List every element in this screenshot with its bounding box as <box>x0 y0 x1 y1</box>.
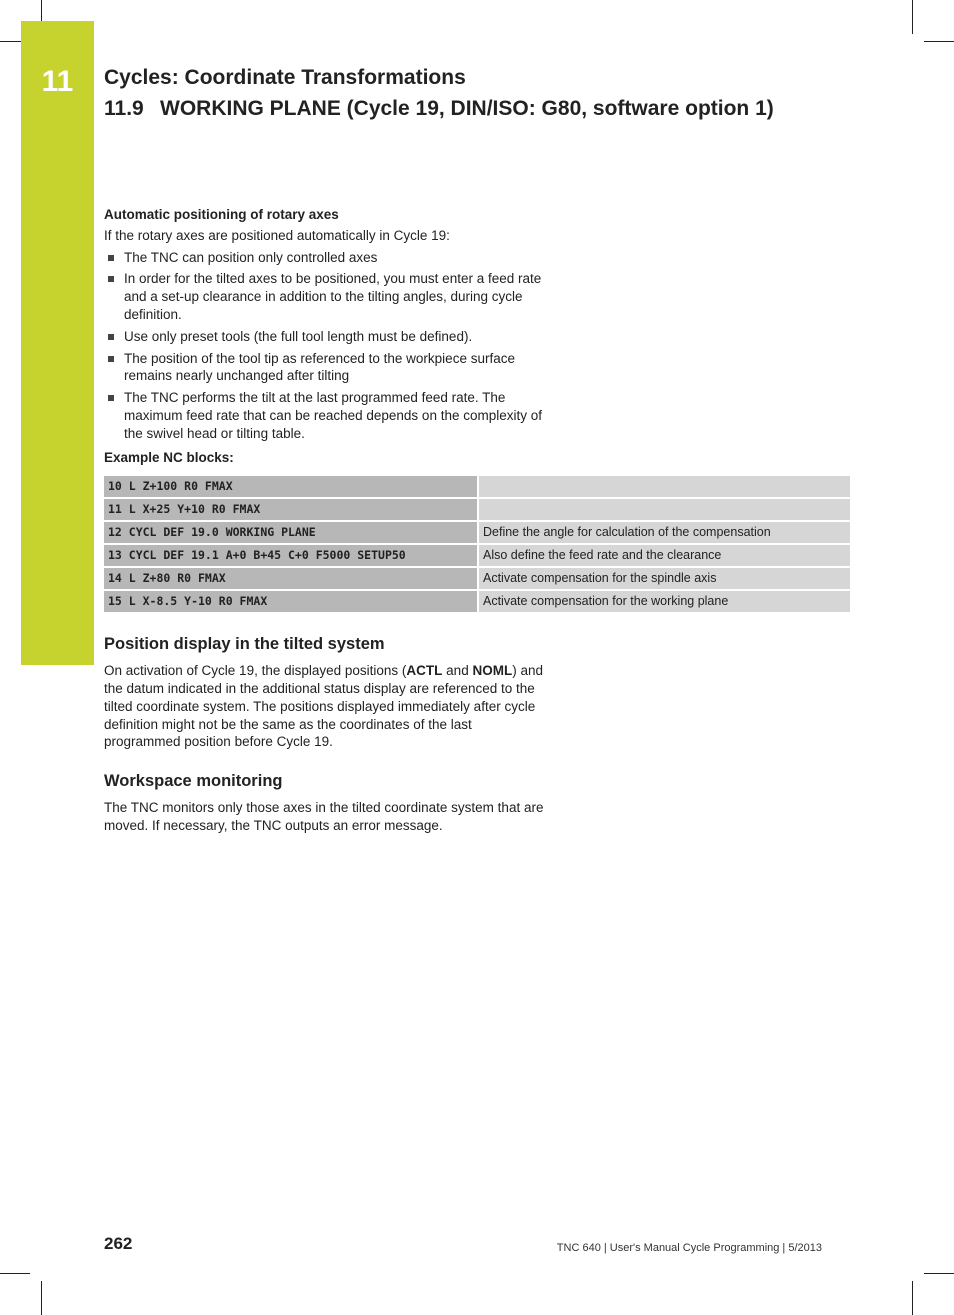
page-content <box>104 206 850 839</box>
nc-code-cell: 13 CYCL DEF 19.1 A+0 B+45 C+0 F5000 SETUP50 <box>104 545 477 566</box>
list-item-text: The position of the tool tip as referenced to the workpiece surface remains nearly unchanged after tilting <box>124 350 515 384</box>
position-display-paragraph <box>104 662 544 751</box>
intro-paragraph: If the rotary axes are positioned automatically in Cycle 19: <box>104 227 450 243</box>
crop-mark <box>912 1281 913 1315</box>
nc-code-cell: 12 CYCL DEF 19.0 WORKING PLANE <box>104 522 477 543</box>
nc-code-cell: 11 L X+25 Y+10 R0 FMAX <box>104 499 477 520</box>
table-row <box>104 476 850 497</box>
chapter-number: 11 <box>41 65 74 98</box>
nc-desc-cell <box>477 499 850 520</box>
softkey-actl: ACTL <box>406 663 443 679</box>
square-bullet-icon <box>108 255 114 261</box>
section-number: 11.9 <box>104 97 144 120</box>
heading-workspace-monitoring: Workspace monitoring <box>104 772 283 791</box>
list-item <box>104 328 544 346</box>
nc-code-cell: 15 L X-8.5 Y-10 R0 FMAX <box>104 591 477 612</box>
crop-mark <box>0 1273 30 1274</box>
crop-mark <box>924 41 954 42</box>
list-item-text: Use only preset tools (the full tool length must be defined). <box>124 328 473 344</box>
list-item-text: In order for the tilted axes to be positioned, you must enter a feed rate and a set-up clearance in addition to the tilting angles, during cycle definition. <box>124 271 542 322</box>
square-bullet-icon <box>108 276 114 282</box>
nc-desc-cell: Activate compensation for the spindle axis <box>477 568 850 589</box>
list-item <box>104 249 544 267</box>
softkey-noml: NOML <box>472 663 513 679</box>
crop-mark <box>924 1273 954 1274</box>
nc-desc-cell: Activate compensation for the working plane <box>477 591 850 612</box>
nc-code-cell: 14 L Z+80 R0 FMAX <box>104 568 477 589</box>
example-label: Example NC blocks: <box>104 449 234 465</box>
nc-desc-cell: Also define the feed rate and the clearance <box>477 545 850 566</box>
list-item <box>104 350 544 386</box>
square-bullet-icon <box>108 356 114 362</box>
page-number: 262 <box>104 1234 133 1253</box>
chapter-title: Cycles: Coordinate Transformations <box>104 66 466 89</box>
text-run: ) and the datum indicated in the additional status display are referenced to the tilted coordinate system. The positions displayed immediately after cycle definition might not be the same as the coordinates of the last programmed position before Cycle 19. <box>104 663 543 750</box>
heading-position-display: Position display in the tilted system <box>104 635 385 654</box>
square-bullet-icon <box>108 334 114 340</box>
list-item-text: The TNC performs the tilt at the last programmed feed rate. The maximum feed rate that can be reached depends on the complexity of the swivel head or tilting table. <box>124 390 542 441</box>
table-row <box>104 499 850 520</box>
crop-mark <box>41 1281 42 1315</box>
nc-blocks-table <box>104 474 850 614</box>
nc-desc-cell: Define the angle for calculation of the compensation <box>477 522 850 543</box>
bullet-list <box>104 249 544 443</box>
subheading-auto-positioning: Automatic positioning of rotary axes <box>104 207 339 222</box>
section-title-text: WORKING PLANE (Cycle 19, DIN/ISO: G80, software option 1) <box>160 97 774 120</box>
nc-desc-cell <box>477 476 850 497</box>
footer-doc-info: TNC 640 | User's Manual Cycle Programming | 5/2013 <box>556 1242 822 1254</box>
workspace-paragraph: The TNC monitors only those axes in the tilted coordinate system that are moved. If necessary, the TNC outputs an error message. <box>104 799 544 833</box>
section-title <box>104 97 774 121</box>
table-row <box>104 545 850 566</box>
text-run: and <box>442 663 473 679</box>
nc-code-cell: 10 L Z+100 R0 FMAX <box>104 476 477 497</box>
square-bullet-icon <box>108 395 114 401</box>
text-run: On activation of Cycle 19, the displayed positions ( <box>104 663 407 679</box>
table-row <box>104 591 850 612</box>
chapter-band <box>21 21 94 665</box>
crop-mark <box>912 0 913 34</box>
list-item <box>104 389 544 442</box>
table-row <box>104 568 850 589</box>
table-row <box>104 522 850 543</box>
list-item-text: The TNC can position only controlled axes <box>124 249 378 265</box>
list-item <box>104 270 544 323</box>
